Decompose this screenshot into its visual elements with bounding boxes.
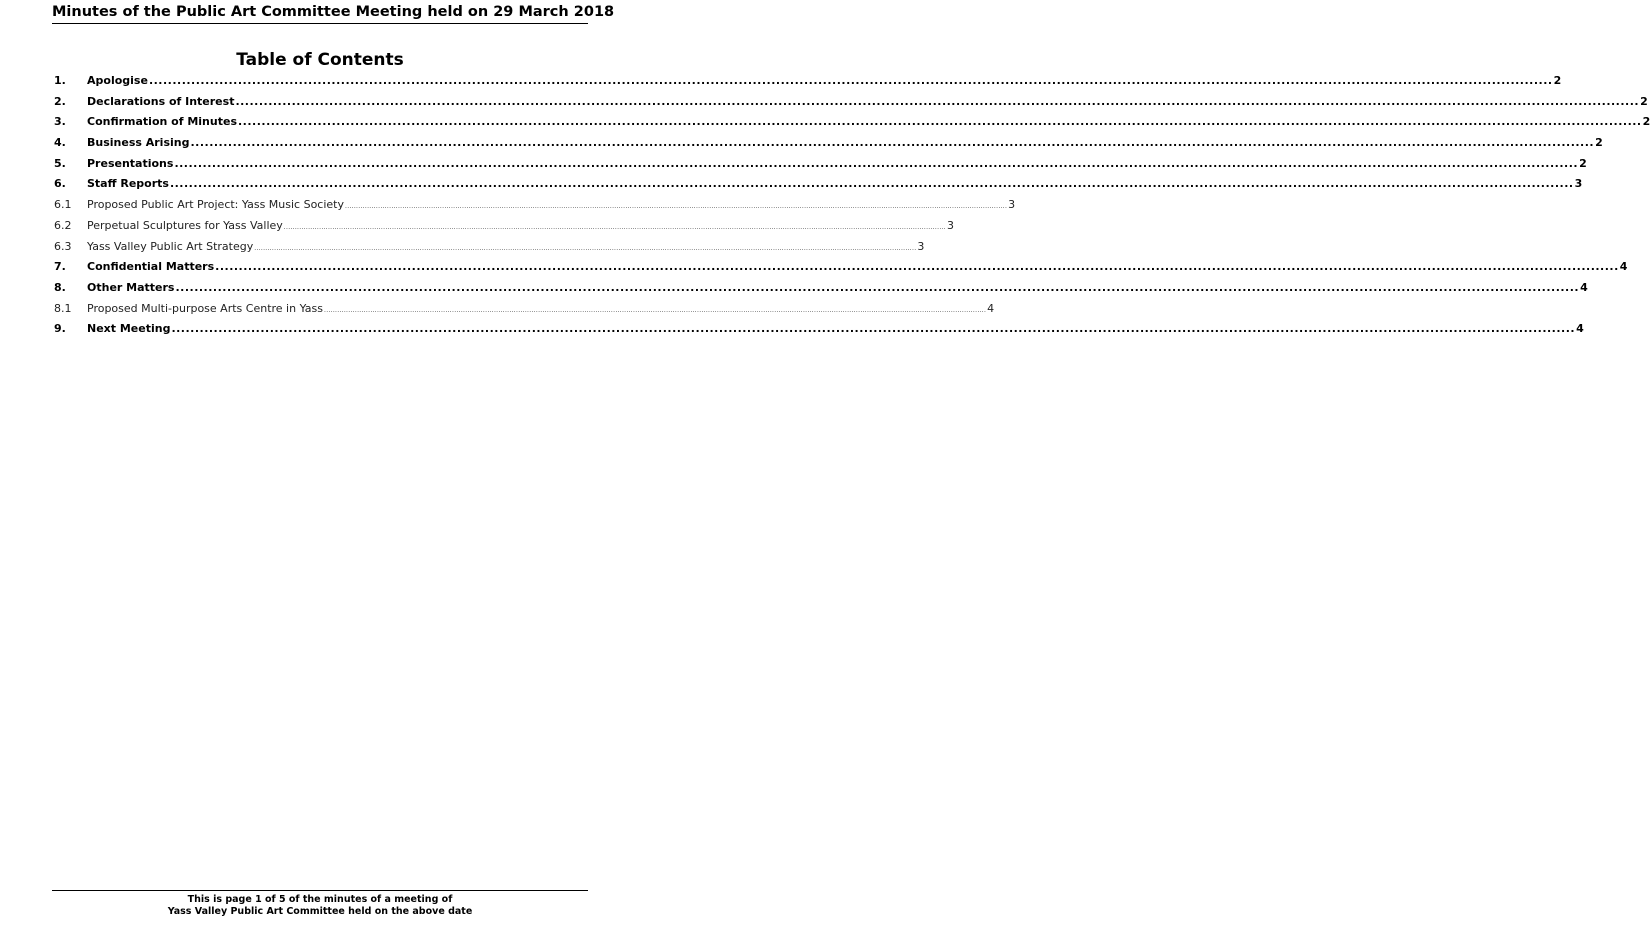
toc-entry-title[interactable]: Presentations [87,156,174,170]
toc-entry-number: 6.3 [54,239,72,253]
toc-entry-title[interactable]: Staff Reports [87,177,169,191]
toc-dot-leader: ............................................................................................................................................................................................................................................................................................................ [323,306,987,314]
toc-entry[interactable] [54,198,1016,219]
toc-entry-title[interactable]: Other Matters [87,280,175,294]
toc-entry-page: 3 [1008,198,1016,212]
toc-entry-page: 4 [1580,280,1588,294]
toc-entry-title[interactable]: Proposed Multi-purpose Arts Centre in Yass [87,301,323,315]
footer-line-2: Yass Valley Public Art Committee held on the above date [167,905,473,917]
page-footer [52,890,588,917]
toc-entry-number: 1. [54,74,66,87]
toc-entry-page: 3 [946,218,954,232]
toc-entry[interactable] [54,136,1603,157]
toc-entry-title[interactable]: Next Meeting [87,322,171,336]
toc-entry[interactable] [54,74,1562,95]
toc-entry[interactable] [54,115,1650,136]
toc-entry-number: 7. [54,260,66,274]
toc-entry-number: 3. [54,115,66,129]
toc-entry[interactable] [54,239,925,261]
toc-dot-leader: ............................................................................................................................................................................................................................................................................................................ [235,94,1640,108]
toc-entry-title[interactable]: Business Arising [87,136,190,150]
toc-entry-page: 2 [1595,136,1603,150]
toc-entry-title[interactable]: Declarations of Interest [87,94,235,108]
footer-line-1: This is page 1 of 5 of the minutes of a meeting of [187,894,453,905]
toc-entry[interactable] [54,94,1648,116]
toc-entry-number: 6.1 [54,198,72,212]
toc-dot-leader: ............................................................................................................................................................................................................................................................................................................ [171,322,1576,336]
toc-entry-number: 9. [54,322,66,336]
toc-entry-title[interactable]: Perpetual Sculptures for Yass Valley [87,218,283,232]
toc-dot-leader: ............................................................................................................................................................................................................................................................................................................ [174,156,1579,170]
toc-dot-leader: ............................................................................................................................................................................................................................................................................................................ [169,177,1574,191]
toc-dot-leader: ............................................................................................................................................................................................................................................................................................................ [238,115,1642,129]
toc-entry-number: 4. [54,136,66,150]
toc-entry-number: 8. [54,280,66,294]
toc-entry-page: 3 [1574,177,1583,191]
toc-entry-page: 4 [987,301,995,315]
toc-dot-leader: ............................................................................................................................................................................................................................................................................................................ [215,260,1619,274]
toc-entry-page: 3 [917,239,925,253]
toc-dot-leader: ............................................................................................................................................................................................................................................................................................................ [283,223,946,231]
toc-entry[interactable] [54,260,1628,281]
toc-entry-title[interactable]: Confirmation of Minutes [87,115,237,129]
toc-entry-title[interactable]: Proposed Public Art Project: Yass Music Society [87,198,344,212]
toc-entry-number: 5. [54,156,66,170]
toc-entry-title[interactable]: Yass Valley Public Art Strategy [87,239,254,253]
toc-entry-title[interactable]: Confidential Matters [87,260,215,274]
toc-entry[interactable] [54,218,954,240]
toc-heading: Table of Contents [236,50,404,70]
toc-entry-number: 8.1 [54,301,72,315]
page-header [52,3,615,24]
toc-entry[interactable] [54,322,1584,343]
toc-entry-page: 4 [1619,260,1628,274]
toc-dot-leader: ............................................................................................................................................................................................................................................................................................................ [345,203,1008,211]
toc-dot-leader: ............................................................................................................................................................................................................................................................................................................ [254,244,917,252]
toc-entry-page: 2 [1642,115,1650,129]
toc-entry-title[interactable]: Apologise [87,74,148,87]
toc-entry-number: 6.2 [54,218,72,232]
toc-entry[interactable] [54,156,1587,178]
toc-entry[interactable] [54,301,995,323]
toc-entry-page: 4 [1576,322,1584,336]
toc-entry[interactable] [54,280,1588,302]
header-title: Minutes of the Public Art Committee Meeting held on 29 March 2018 [52,4,615,20]
toc-entry[interactable] [54,177,1583,198]
toc-dot-leader: ............................................................................................................................................................................................................................................................................................................ [148,74,1553,87]
table-of-contents [54,74,1650,343]
toc-entry-number: 2. [54,94,66,108]
toc-dot-leader: ............................................................................................................................................................................................................................................................................................................ [175,280,1580,294]
toc-entry-page: 2 [1553,74,1562,87]
toc-entry-page: 2 [1640,94,1648,108]
toc-entry-number: 6. [54,177,66,191]
toc-dot-leader: ............................................................................................................................................................................................................................................................................................................ [190,136,1595,150]
toc-entry-page: 2 [1579,156,1587,170]
